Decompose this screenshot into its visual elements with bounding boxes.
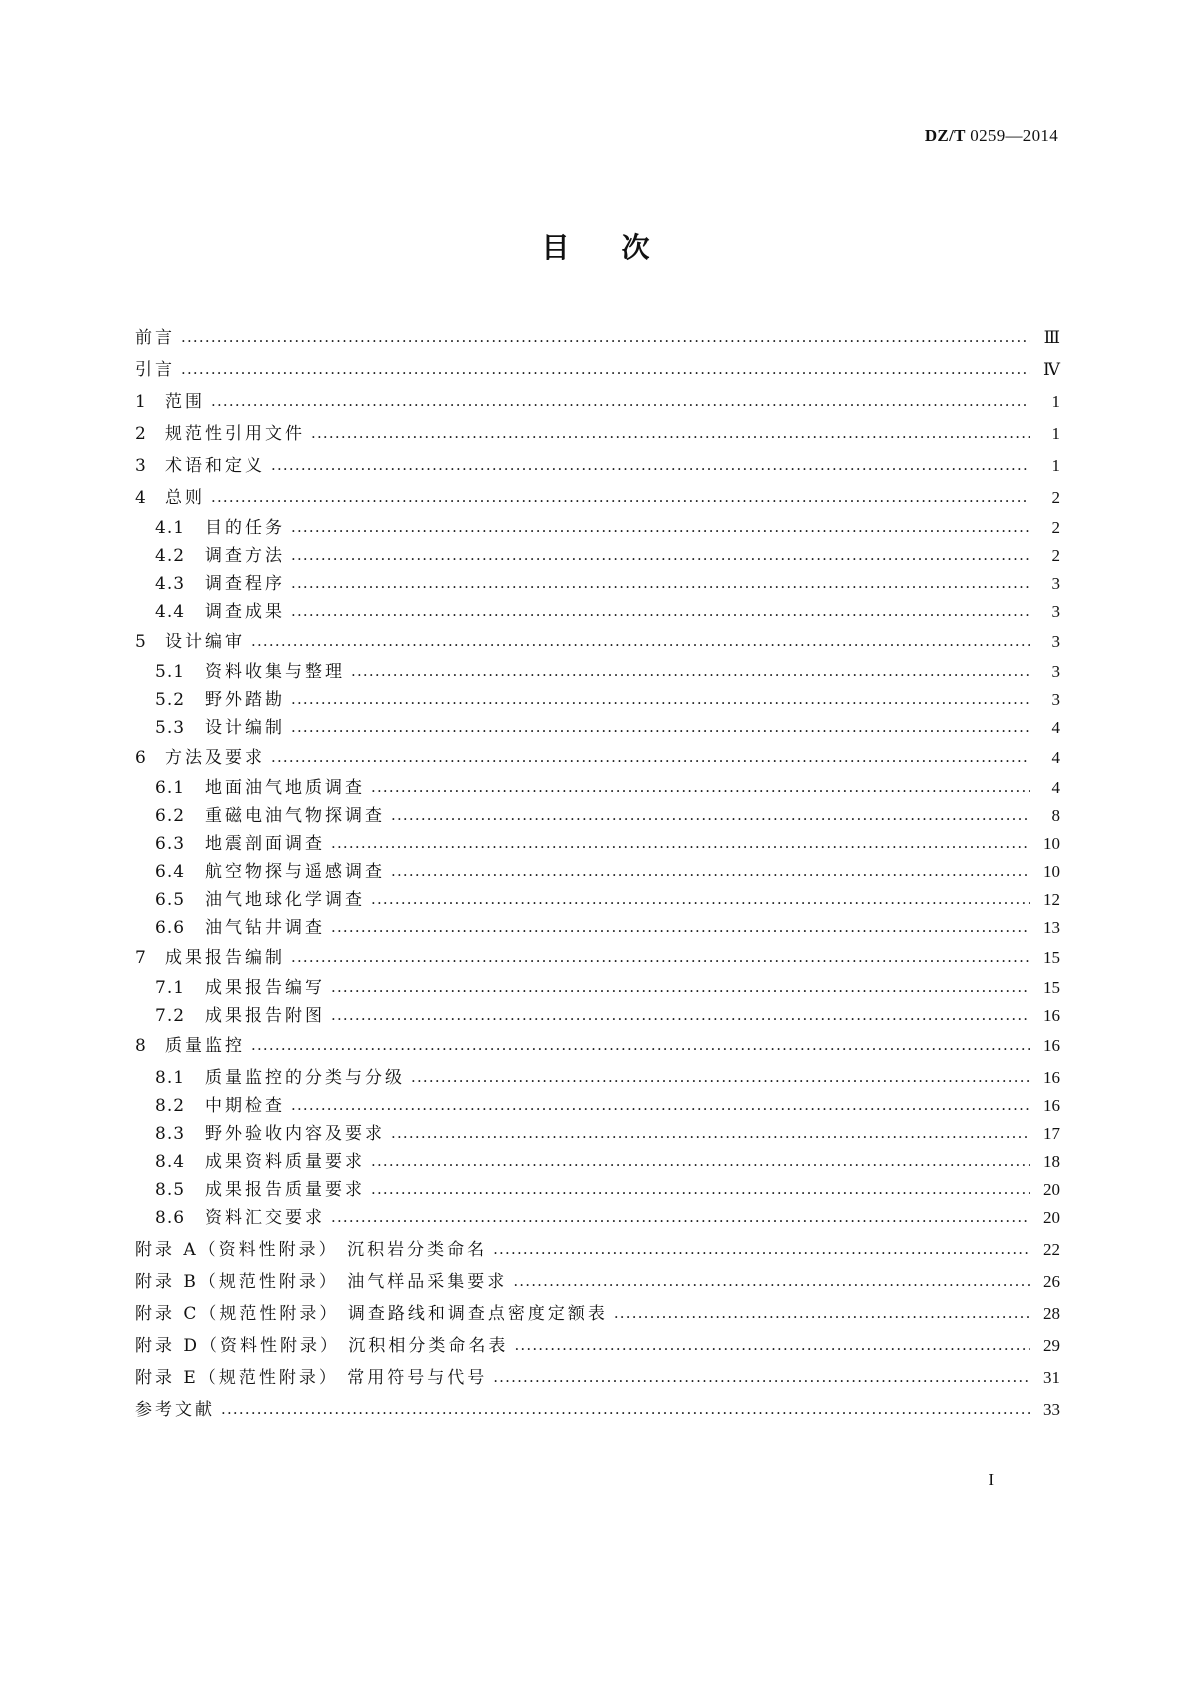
- toc-leader-dots: [331, 1003, 1030, 1029]
- toc-entry[interactable]: [135, 1177, 1060, 1203]
- toc-entry-page: 12: [1043, 890, 1060, 909]
- toc-entry-title: 成果资料质量要求: [205, 1152, 365, 1172]
- toc-entry[interactable]: [135, 1003, 1060, 1029]
- toc-entry-number: 3: [135, 456, 147, 476]
- toc-entry[interactable]: [135, 515, 1060, 541]
- toc-leader-dots: [391, 859, 1030, 885]
- toc-entry-page: 1: [1051, 392, 1060, 411]
- toc-entry[interactable]: [135, 543, 1060, 569]
- toc-entry-number: 6.1: [155, 778, 186, 798]
- toc-entry[interactable]: [135, 859, 1060, 885]
- toc-leader-dots: [371, 1149, 1030, 1175]
- toc-leader-dots: [291, 571, 1030, 597]
- toc-entry-page: 20: [1043, 1180, 1060, 1199]
- toc-leader-dots: [291, 1093, 1030, 1119]
- toc-entry-number: 8.6: [155, 1208, 186, 1228]
- toc-entry-number: 5.2: [155, 690, 186, 710]
- toc-entry-title: 质量监控的分类与分级: [205, 1068, 405, 1088]
- toc-entry-number: 8.5: [155, 1180, 186, 1200]
- toc-entry-page: 16: [1043, 1096, 1060, 1115]
- toc-entry-page: 3: [1051, 662, 1060, 681]
- toc-entry-number: 6.4: [155, 862, 186, 882]
- toc-entry-title: 方法及要求: [165, 748, 265, 768]
- toc-entry-page: 4: [1051, 718, 1060, 737]
- toc-entry[interactable]: [135, 629, 1060, 655]
- toc-entry-title: 调查成果: [205, 602, 285, 622]
- toc-entry[interactable]: [135, 599, 1060, 625]
- toc-entry[interactable]: [135, 975, 1060, 1001]
- toc-entry-page: 2: [1051, 546, 1060, 565]
- toc-leader-dots: [181, 357, 1030, 383]
- toc-leader-dots: [614, 1301, 1030, 1327]
- toc-entry[interactable]: [135, 389, 1060, 415]
- standard-number: 0259—2014: [965, 126, 1058, 145]
- toc-entry-title: 附录 C（规范性附录） 调查路线和调查点密度定额表: [135, 1304, 608, 1324]
- toc-entry-title: 目的任务: [205, 518, 285, 538]
- toc-entry-title: 规范性引用文件: [165, 424, 305, 444]
- toc-entry[interactable]: [135, 571, 1060, 597]
- toc-entry-page: 4: [1051, 778, 1060, 797]
- toc-entry-number: 4.3: [155, 574, 186, 594]
- toc-entry-title: 地震剖面调查: [205, 834, 325, 854]
- toc-entry[interactable]: [135, 1205, 1060, 1231]
- toc-entry-title: 前言: [135, 328, 175, 348]
- toc-entry-number: 5.1: [155, 662, 186, 682]
- toc-entry-page: 3: [1051, 574, 1060, 593]
- toc-leader-dots: [291, 715, 1030, 741]
- toc-entry-title: 油气地球化学调查: [205, 890, 365, 910]
- toc-entry[interactable]: [135, 325, 1060, 351]
- toc-leader-dots: [371, 1177, 1030, 1203]
- standard-code: [925, 126, 1058, 146]
- toc-entry-number: 5.3: [155, 718, 186, 738]
- toc-leader-dots: [391, 1121, 1030, 1147]
- toc-leader-dots: [371, 775, 1030, 801]
- toc-entry-title: 油气钻井调查: [205, 918, 325, 938]
- toc-leader-dots: [331, 1205, 1030, 1231]
- toc-entry[interactable]: [135, 1333, 1060, 1359]
- toc-entry-title: 附录 A（资料性附录） 沉积岩分类命名: [135, 1240, 488, 1260]
- toc-entry-page: 10: [1043, 834, 1060, 853]
- toc-entry-page: 1: [1051, 456, 1060, 475]
- toc-leader-dots: [514, 1333, 1030, 1359]
- toc-entry-title: 参考文献: [135, 1400, 215, 1420]
- toc-leader-dots: [331, 915, 1030, 941]
- toc-entry[interactable]: [135, 1397, 1060, 1423]
- toc-entry[interactable]: [135, 803, 1060, 829]
- toc-entry-title: 附录 E（规范性附录） 常用符号与代号: [135, 1368, 488, 1388]
- toc-entry-title: 引言: [135, 360, 175, 380]
- toc-entry-number: 4.1: [155, 518, 186, 538]
- toc-entry[interactable]: [135, 1365, 1060, 1391]
- page-title: 目次: [541, 231, 702, 264]
- toc-entry-title: 设计编制: [205, 718, 285, 738]
- toc-entry-number: 8.1: [155, 1068, 186, 1088]
- toc-leader-dots: [251, 1033, 1030, 1059]
- toc-leader-dots: [371, 887, 1030, 913]
- toc-entry[interactable]: [135, 421, 1060, 447]
- toc-entry-number: 4.2: [155, 546, 186, 566]
- toc-entry-page: Ⅳ: [1043, 360, 1060, 379]
- toc-entry-title: 范围: [165, 392, 205, 412]
- toc-entry-number: 8.2: [155, 1096, 186, 1116]
- toc-entry[interactable]: [135, 1065, 1060, 1091]
- toc-leader-dots: [211, 389, 1030, 415]
- toc-entry-title: 附录 D（资料性附录） 沉积相分类命名表: [135, 1336, 509, 1356]
- toc-entry-number: 8.4: [155, 1152, 186, 1172]
- toc-entry[interactable]: [135, 887, 1060, 913]
- toc-entry-page: 13: [1043, 918, 1060, 937]
- toc-leader-dots: [291, 515, 1030, 541]
- toc-leader-dots: [311, 421, 1030, 447]
- toc-entry-title: 野外验收内容及要求: [205, 1124, 385, 1144]
- toc-entry-page: 16: [1043, 1036, 1060, 1055]
- toc-entry[interactable]: [135, 915, 1060, 941]
- toc-entry-page: 2: [1051, 518, 1060, 537]
- toc-leader-dots: [221, 1397, 1030, 1423]
- toc-entry[interactable]: [135, 1301, 1060, 1327]
- toc-entry-number: 6.2: [155, 806, 186, 826]
- toc-entry-title: 成果报告编写: [205, 978, 325, 998]
- toc-entry-title: 中期检查: [205, 1096, 285, 1116]
- toc-entry-page: 10: [1043, 862, 1060, 881]
- toc-entry-page: 26: [1043, 1272, 1060, 1291]
- toc-entry[interactable]: [135, 831, 1060, 857]
- toc-entry-title: 成果报告附图: [205, 1006, 325, 1026]
- toc-entry[interactable]: [135, 1093, 1060, 1119]
- toc-entry-number: 7.1: [155, 978, 186, 998]
- toc-entry[interactable]: [135, 745, 1060, 771]
- toc-entry-title: 地面油气地质调查: [205, 778, 365, 798]
- toc-entry-page: 22: [1043, 1240, 1060, 1259]
- toc-leader-dots: [513, 1269, 1030, 1295]
- page-number: I: [988, 1470, 994, 1489]
- toc-entry-page: 3: [1051, 632, 1060, 651]
- toc-leader-dots: [411, 1065, 1030, 1091]
- toc-entry-page: 8: [1051, 806, 1060, 825]
- toc-entry[interactable]: [135, 453, 1060, 479]
- toc-leader-dots: [493, 1365, 1030, 1391]
- toc-entry-number: 8.3: [155, 1124, 186, 1144]
- toc-entry-number: 8: [135, 1036, 147, 1056]
- toc-entry[interactable]: [135, 485, 1060, 511]
- standard-prefix: DZ/T: [924, 126, 966, 145]
- toc-leader-dots: [291, 599, 1030, 625]
- toc-entry-title: 野外踏勘: [205, 690, 285, 710]
- toc-entry-number: 7: [135, 948, 147, 968]
- toc-entry[interactable]: [135, 357, 1060, 383]
- toc-entry-number: 6.6: [155, 918, 186, 938]
- toc-entry-title: 总则: [165, 488, 205, 508]
- toc-entry-page: 2: [1051, 488, 1060, 507]
- toc-entry-title: 质量监控: [165, 1036, 245, 1056]
- toc-entry-page: 15: [1043, 978, 1060, 997]
- toc-entry-page: 31: [1043, 1368, 1060, 1387]
- toc-entry-title: 术语和定义: [165, 456, 265, 476]
- toc-entry-title: 调查方法: [205, 546, 285, 566]
- toc-entry-number: 6.3: [155, 834, 186, 854]
- toc-leader-dots: [271, 745, 1030, 771]
- toc-leader-dots: [181, 325, 1030, 351]
- toc-entry[interactable]: [135, 1149, 1060, 1175]
- toc-entry-page: 1: [1051, 424, 1060, 443]
- toc-entry[interactable]: [135, 775, 1060, 801]
- toc-leader-dots: [291, 945, 1030, 971]
- toc-entry-number: 7.2: [155, 1006, 186, 1026]
- toc-entry-number: 5: [135, 632, 147, 652]
- toc-entry-page: 3: [1051, 690, 1060, 709]
- toc-entry-page: 18: [1043, 1152, 1060, 1171]
- toc-entry-page: 4: [1051, 748, 1060, 767]
- toc-leader-dots: [331, 831, 1030, 857]
- toc-entry-page: 28: [1043, 1304, 1060, 1323]
- toc-leader-dots: [493, 1237, 1030, 1263]
- toc-leader-dots: [271, 453, 1030, 479]
- toc-entry-title: 成果报告质量要求: [205, 1180, 365, 1200]
- toc-leader-dots: [211, 485, 1030, 511]
- toc-entry-number: 4: [135, 488, 147, 508]
- toc-entry-title: 调查程序: [205, 574, 285, 594]
- toc-leader-dots: [351, 659, 1030, 685]
- toc-entry-title: 重磁电油气物探调查: [205, 806, 385, 826]
- toc-entry-page: 20: [1043, 1208, 1060, 1227]
- toc-entry-title: 资料收集与整理: [205, 662, 345, 682]
- toc-entry-title: 航空物探与遥感调查: [205, 862, 385, 882]
- toc-entry-page: 16: [1043, 1068, 1060, 1087]
- toc-entry[interactable]: [135, 1121, 1060, 1147]
- toc-entry-page: 16: [1043, 1006, 1060, 1025]
- toc-entry-title: 资料汇交要求: [205, 1208, 325, 1228]
- toc-entry[interactable]: [135, 715, 1060, 741]
- toc-leader-dots: [251, 629, 1030, 655]
- toc-entry-page: 33: [1043, 1400, 1060, 1419]
- toc-entry-title: 附录 B（规范性附录） 油气样品采集要求: [135, 1272, 508, 1292]
- toc-entry-number: 6: [135, 748, 147, 768]
- toc-entry[interactable]: [135, 687, 1060, 713]
- toc-leader-dots: [331, 975, 1030, 1001]
- toc-entry-title: 设计编审: [165, 632, 245, 652]
- toc-entry-number: 2: [135, 424, 147, 444]
- toc-entry-number: 6.5: [155, 890, 186, 910]
- toc-entry[interactable]: [135, 945, 1060, 971]
- toc-entry-page: 29: [1043, 1336, 1060, 1355]
- toc-entry-page: 17: [1043, 1124, 1060, 1143]
- toc-entry[interactable]: [135, 1237, 1060, 1263]
- toc-entry-number: 1: [135, 392, 147, 412]
- toc-entry-page: Ⅲ: [1043, 328, 1060, 347]
- toc-entry-page: 3: [1051, 602, 1060, 621]
- toc-leader-dots: [291, 543, 1030, 569]
- toc-leader-dots: [291, 687, 1030, 713]
- toc-entry[interactable]: [135, 659, 1060, 685]
- toc-entry-number: 4.4: [155, 602, 186, 622]
- toc-entry-page: 15: [1043, 948, 1060, 967]
- toc-entry[interactable]: [135, 1269, 1060, 1295]
- toc-entry-title: 成果报告编制: [165, 948, 285, 968]
- toc-entry[interactable]: [135, 1033, 1060, 1059]
- toc-leader-dots: [391, 803, 1030, 829]
